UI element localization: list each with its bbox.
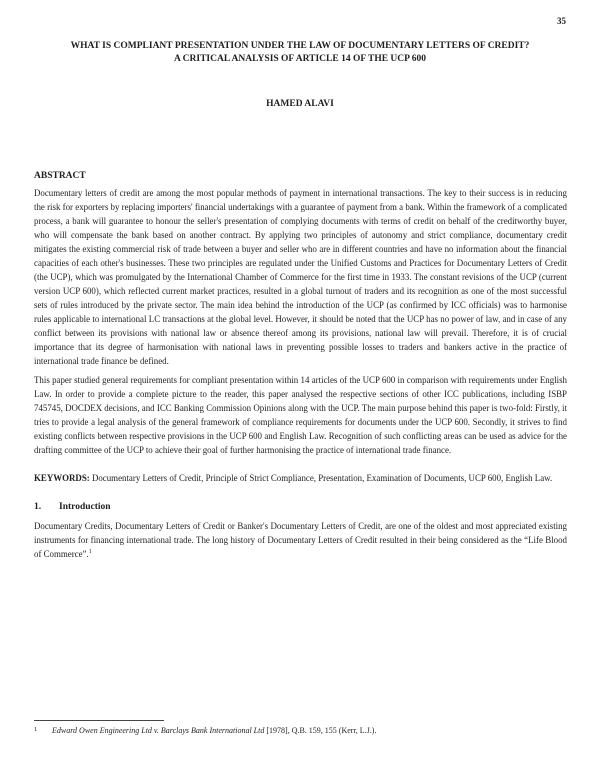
section-heading-introduction — [34, 502, 567, 512]
page-number: 35 — [557, 16, 566, 26]
abstract-paragraph-2: This paper studied general requirements for compliant presentation within 14 articles of the UCP 600 in comparison with requirements under English Law. In order to provide a complete picture to the reader, this paper analysed the respective sections of other ICC publications, including ISBP 745745, DOCDEX decisions, and ICC Banking Commission Opinions along with the UCP. The main purpose behind this paper is two-fold: Firstly, it tries to provide a legal analysis of the general framework of compliance requirements for documents under the UCP 600. Secondly, it strives to find existing conflicts between respective provisions in the UCP 600 and English Law. Recognition of such conflicting areas can be used as advice for the drafting committee of the UCP to achieve their goal of further harmonising the practice of international trade finance. — [34, 375, 567, 455]
introduction-text: Documentary Credits, Documentary Letters of Credit or Banker's Documentary Letters of Credit, are one of the oldest and most appreciated existing instruments for financing international trade. The long history of Documentary Letters of Credit resulted in their being considered as the “Life Blood of Commerce”. — [34, 521, 567, 559]
keywords-text: Documentary Letters of Credit, Principle of Strict Compliance, Presentation, Examination of Documents, UCP 600, English Law. — [89, 473, 553, 483]
footnote — [34, 726, 567, 735]
footnote-case-name: Edward Owen Engineering Ltd v. Barclays Bank International Ltd — [52, 726, 265, 735]
main-content — [34, 170, 567, 566]
abstract-paragraph-1: Documentary letters of credit are among the most popular methods of payment in international transactions. The key to their success is in reducing the risk for exporters by replacing importers' financial undertakings with a guarantee of payment from a bank. Within the framework of a complicated process, a bank will guarantee to honour the seller's presentation of complying documents with terms of credit on behalf of the creditworthy buyer, who will compensate the bank based on another contract. By applying two principles of autonomy and strict compliance, documentary credit mitigates the existing commercial risk of trade between a buyer and seller who are in different countries and have no information about the financial capacities of each other's businesses. These two principles are regulated under the Unified Customs and Practices for Documentary Letters of Credit (the UCP), which was promulgated by the International Chamber of Commerce for the first time in 1933. The constant revisions of the UCP (current version UCP 600), which reflected current market practices, resulted in a global turnout of traders and its recognition as one of the most successful sets of rules introduced by the private sector. The main idea behind the introduction of the UCP (as confirmed by ICC officials) was to harmonise rules applicable to international LC transactions at the global level. However, it should be noted that the UCP has no power of law, and in case of any conflict between its provisions with national law or absence thereof among its provisions, national law will prevail. Therefore, it is of crucial importance that its degree of harmonisation with national laws in preventing possible losses to traders and bankers active in the practice of international trade finance be defined. — [34, 188, 567, 366]
footnote-mark: 1 — [34, 726, 38, 733]
footnote-citation: [1978], Q.B. 159, 155 (Kerr, L.J.). — [264, 726, 377, 735]
footnote-reference[interactable]: 1 — [88, 549, 92, 555]
title-line-1: WHAT IS COMPLIANT PRESENTATION UNDER THE LAW OF DOCUMENTARY LETTERS OF CREDIT? — [70, 41, 530, 51]
abstract-heading: ABSTRACT — [34, 171, 86, 181]
title-line-2: A CRITICAL ANALYSIS OF ARTICLE 14 OF THE UCP 600 — [173, 54, 427, 64]
author-name: HAMED ALAVI — [266, 99, 334, 109]
introduction-paragraph — [34, 519, 567, 561]
footnote-text — [52, 726, 376, 735]
footnote-separator — [34, 720, 164, 721]
keywords — [34, 471, 567, 485]
keywords-label: KEYWORDS: — [34, 473, 90, 483]
section-title: Introduction — [59, 502, 111, 512]
section-number: 1. — [34, 502, 42, 512]
paper-title — [34, 40, 566, 66]
